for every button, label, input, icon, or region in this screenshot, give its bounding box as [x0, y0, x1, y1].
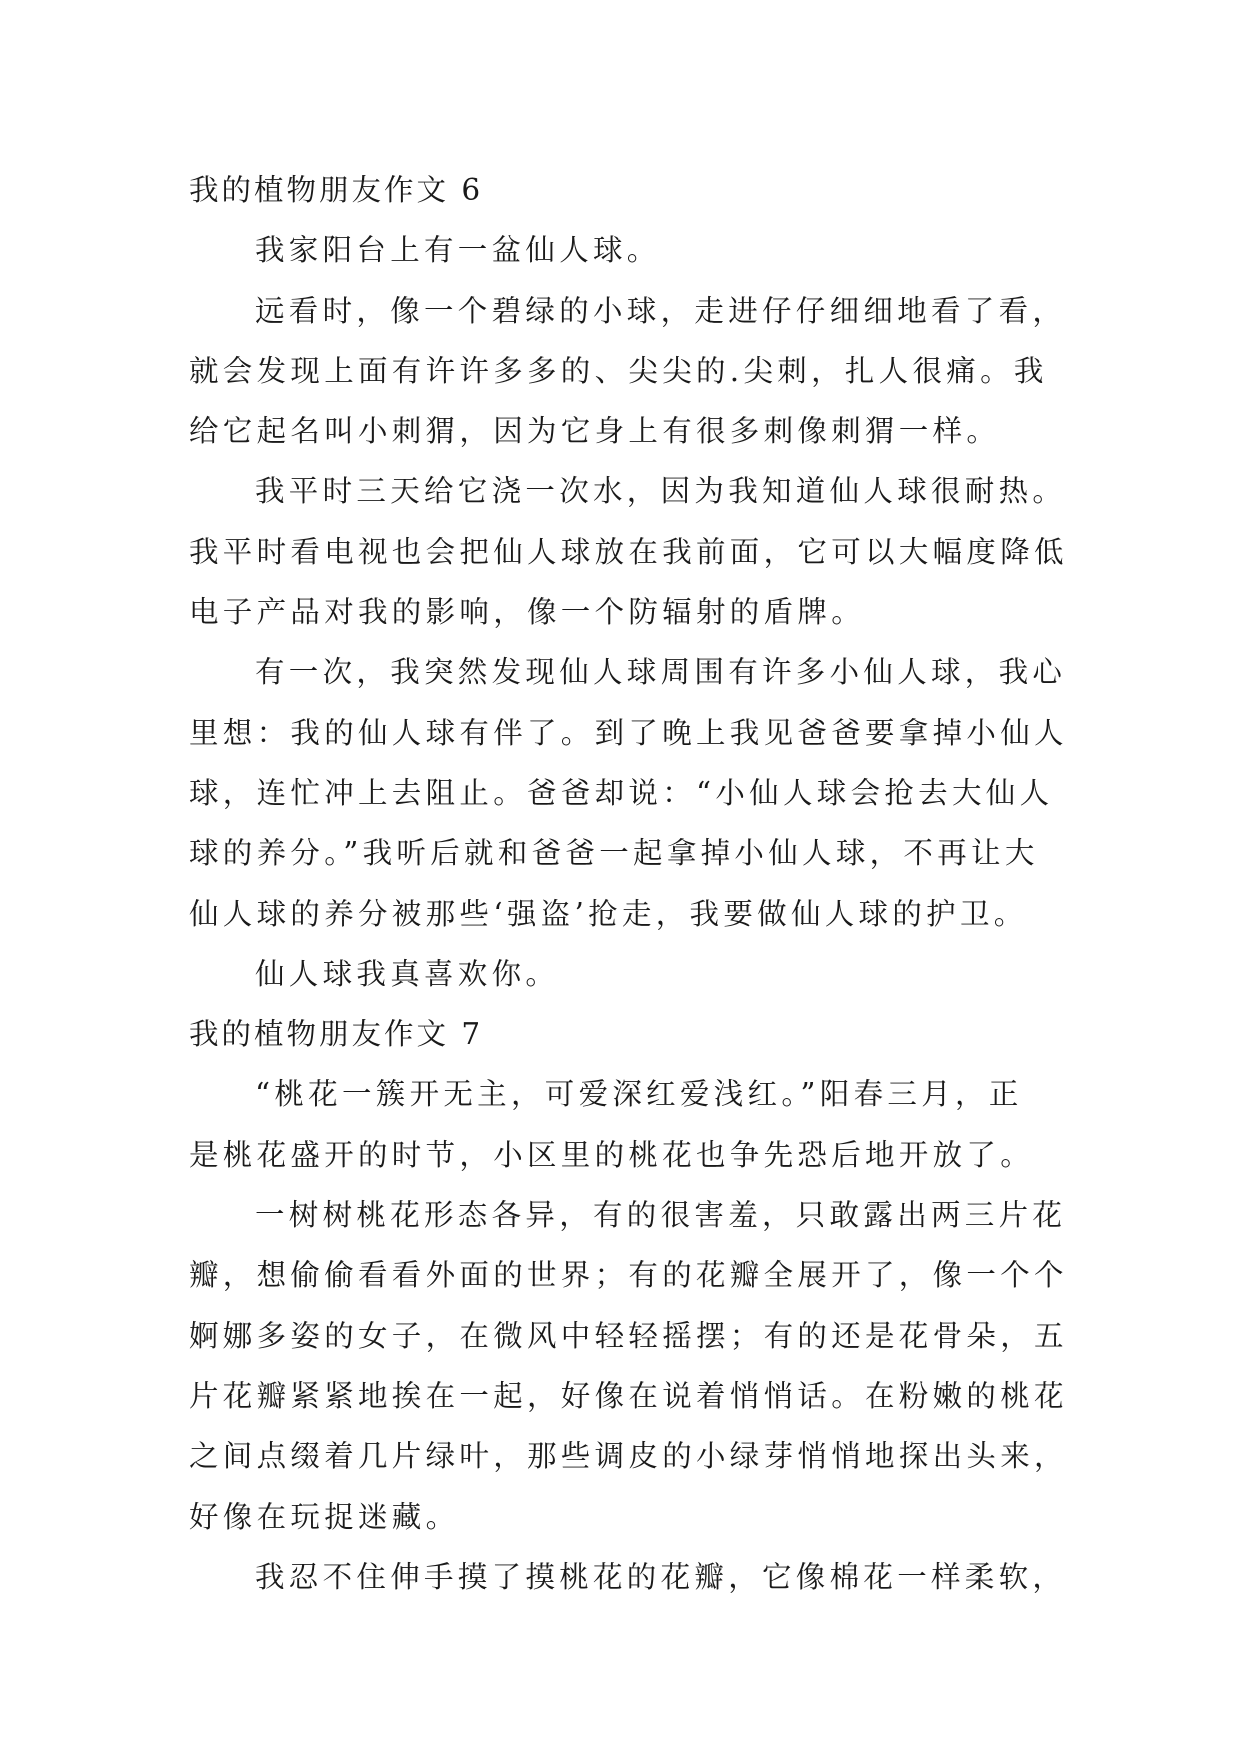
- document-body: [189, 160, 1069, 1607]
- paragraph-line: 球，连忙冲上去阻止。爸爸却说：“小仙人球会抢去大仙人: [189, 775, 1054, 810]
- paragraph-line: 片花瓣紧紧地挨在一起，好像在说着悄悄话。在粉嫩的桃花: [189, 1378, 1068, 1413]
- paragraph-line: 之间点缀着几片绿叶，那些调皮的小绿芽悄悄地探出头来，: [189, 1439, 1068, 1474]
- paragraph-line: “桃花一簇开无主，可爱深红爱浅红。”阳春三月，正: [255, 1077, 1023, 1112]
- paragraph-line: 我平时三天给它浇一次水，因为我知道仙人球很耐热。: [255, 474, 1067, 509]
- paragraph-line: 好像在玩捉迷藏。: [189, 1499, 460, 1534]
- section-title: 我的植物朋友作文 7: [189, 1017, 484, 1052]
- paragraph-line: 有一次，我突然发现仙人球周围有许多小仙人球，我心: [255, 655, 1067, 690]
- paragraph-line: 电子产品对我的影响，像一个防辐射的盾牌。: [189, 595, 866, 630]
- paragraph-line: 远看时，像一个碧绿的小球，走进仔仔细细地看了看，: [255, 293, 1067, 328]
- paragraph-line: 瓣，想偷偷看看外面的世界；有的花瓣全展开了，像一个个: [189, 1258, 1068, 1293]
- paragraph-line: 一树树桃花形态各异，有的很害羞，只敢露出两三片花: [255, 1198, 1067, 1233]
- paragraph-line: 仙人球的养分被那些‘强盗’抢走，我要做仙人球的护卫。: [189, 896, 1028, 931]
- paragraph-line: 婀娜多姿的女子，在微风中轻轻摇摆；有的还是花骨朵，五: [189, 1318, 1068, 1353]
- paragraph-line: 就会发现上面有许许多多的、尖尖的.尖刺，扎人很痛。我: [189, 353, 1048, 388]
- paragraph-line: 我平时看电视也会把仙人球放在我前面，它可以大幅度降低: [189, 534, 1068, 569]
- paragraph-line: 是桃花盛开的时节，小区里的桃花也争先恐后地开放了。: [189, 1137, 1035, 1172]
- paragraph-line: 球的养分。”我听后就和爸爸一起拿掉小仙人球，不再让大: [189, 836, 1039, 871]
- paragraph-line: 仙人球我真喜欢你。: [255, 956, 560, 991]
- paragraph-line: 我家阳台上有一盆仙人球。: [255, 233, 661, 268]
- paragraph-line: 我忍不住伸手摸了摸桃花的花瓣，它像棉花一样柔软，: [255, 1559, 1067, 1594]
- paragraph-line: 给它起名叫小刺猬，因为它身上有很多刺像刺猬一样。: [189, 414, 1001, 449]
- paragraph-line: 里想：我的仙人球有伴了。到了晚上我见爸爸要拿掉小仙人: [189, 715, 1068, 750]
- section-title: 我的植物朋友作文 6: [189, 173, 484, 207]
